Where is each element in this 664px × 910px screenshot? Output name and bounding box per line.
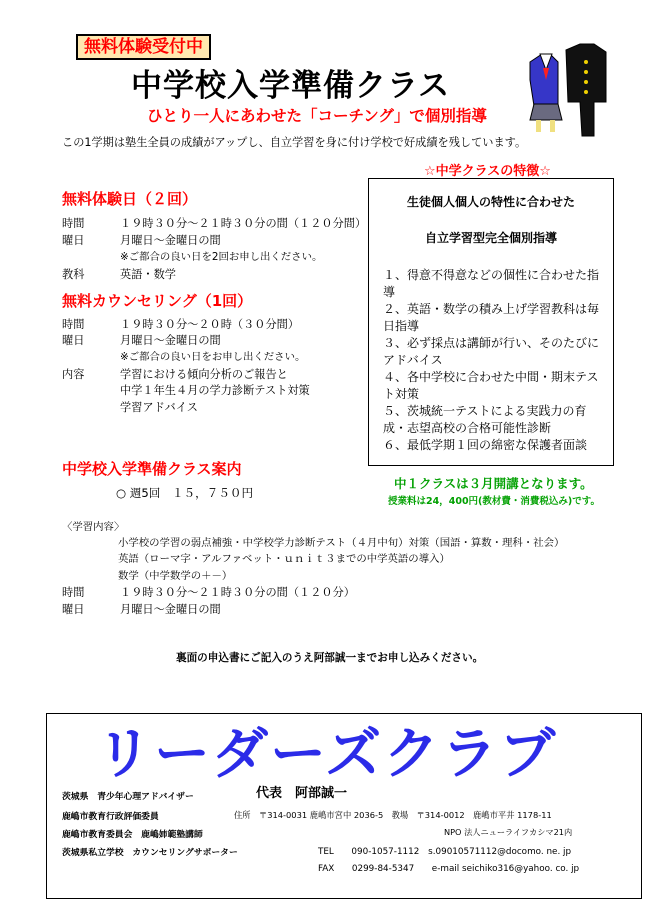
page-subtitle: ひとり一人にあわせた「コーチング」で個別指導 xyxy=(147,107,487,125)
feature-item: ６、最低学期１回の綿密な保護者面談 xyxy=(383,438,588,452)
club-logo: リーダーズクラブ xyxy=(96,722,558,787)
counsel-row: 曜日 月曜日～金曜日の間 xyxy=(62,334,221,347)
representative: 代表 阿部誠一 xyxy=(256,786,348,801)
content-label: 〈学習内容〉 xyxy=(62,521,125,533)
prep-row: 曜日 月曜日～金曜日の間 xyxy=(62,603,221,616)
content-item: 数学（中学数学の＋－） xyxy=(118,570,233,582)
prep-title: 中学校入学準備クラス案内 xyxy=(62,460,242,478)
apply-instruction: 裏面の申込書にご記入のうえ阿部誠一までお申し込みください。 xyxy=(176,652,484,664)
phone: TEL 090-1057-1112 s.09010571112@docomo. ne. jp xyxy=(318,847,572,857)
content-item: 小学校の学習の弱点補強・中学校学力診断テスト（４月中旬）対策（国語・算数・理科・社会） xyxy=(118,537,565,549)
intro-text: この1学期は塾生全員の成績がアップし、自立学習を身に付け学校で好成績を残しています。 xyxy=(62,136,527,149)
trial-row: 曜日 月曜日～金曜日の間 xyxy=(62,234,221,247)
prep-row: 時間 １９時３０分～２１時３０分の間（１２０分） xyxy=(62,586,355,599)
counsel-row: 内容 学習における傾向分析のご報告と xyxy=(62,368,288,381)
school-uniform-icon xyxy=(528,40,608,140)
trial-row: 教科 英語・数学 xyxy=(62,268,176,281)
npo-name: NPO 法人ニューライフカシマ21内 xyxy=(444,827,573,837)
feature-item: １、得意不得意などの個性に合わせた指導 xyxy=(383,268,600,299)
trial-row: 時間 １９時３０分～２１時３０分の間（１２０分間） xyxy=(62,217,367,230)
feature-item: ５、茨城統一テストによる実践力の育成・志望高校の合格可能性診断 xyxy=(383,404,587,435)
feature-item: ２、英語・数学の積み上げ学習教科は毎日指導 xyxy=(383,302,600,333)
notice-open: 中１クラスは３月開講となります。 xyxy=(394,476,593,491)
page-title: 中学校入学準備クラス xyxy=(131,68,451,104)
trial-title: 無料体験日（２回） xyxy=(62,190,198,208)
feature-item: ３、必ず採点は講師が行い、そのたびにアドバイス xyxy=(383,336,600,367)
features-heading: 自立学習型完全個別指導 xyxy=(424,231,557,245)
counsel-note: ※ご都合の良い日をお申し出ください。 xyxy=(120,351,306,363)
counsel-row: 時間 １９時３０分～２０時（３０分間） xyxy=(62,318,300,331)
counsel-row: 中学１年生４月の学力診断テスト対策 xyxy=(120,384,310,397)
features-heading: 生徒個人個人の特性に合わせた xyxy=(406,195,575,209)
credential: 鹿嶋市教育委員会 鹿嶋姉範塾講師 xyxy=(62,830,203,840)
counsel-row: 学習アドバイス xyxy=(120,401,198,414)
trial-note: ※ご都合の良い日を2回お申し出ください。 xyxy=(120,251,323,263)
features-box xyxy=(368,178,614,466)
features-label: ☆中学クラスの特徴☆ xyxy=(424,164,551,179)
prep-price: ○ 週5回 １５，７５０円 xyxy=(116,486,254,500)
fax-email: FAX 0299-84-5347 e-mail seichiko316@yahoo. co. jp xyxy=(318,864,580,874)
credential: 茨城県 青少年心理アドバイザー xyxy=(62,792,194,802)
credential: 鹿嶋市教育行政評価委員 xyxy=(62,812,159,822)
counsel-title: 無料カウンセリング（1回） xyxy=(62,292,253,310)
free-trial-badge: 無料体験受付中 xyxy=(76,34,211,60)
feature-item: ４、各中学校に合わせた中間・期末テスト対策 xyxy=(383,370,599,401)
address: 住所 〒314-0031 鹿嶋市宮中 2036-5 教場 〒314-0012 鹿嶋市平井 1178-11 xyxy=(234,810,552,820)
notice-fee: 授業料は24，400円(教材費・消費税込み)です。 xyxy=(388,496,600,507)
credential: 茨城県私立学校 カウンセリングサポーター xyxy=(62,848,238,858)
content-item: 英語（ローマ字・アルファベット・ｕｎｉｔ３までの中学英語の導入） xyxy=(118,553,450,565)
